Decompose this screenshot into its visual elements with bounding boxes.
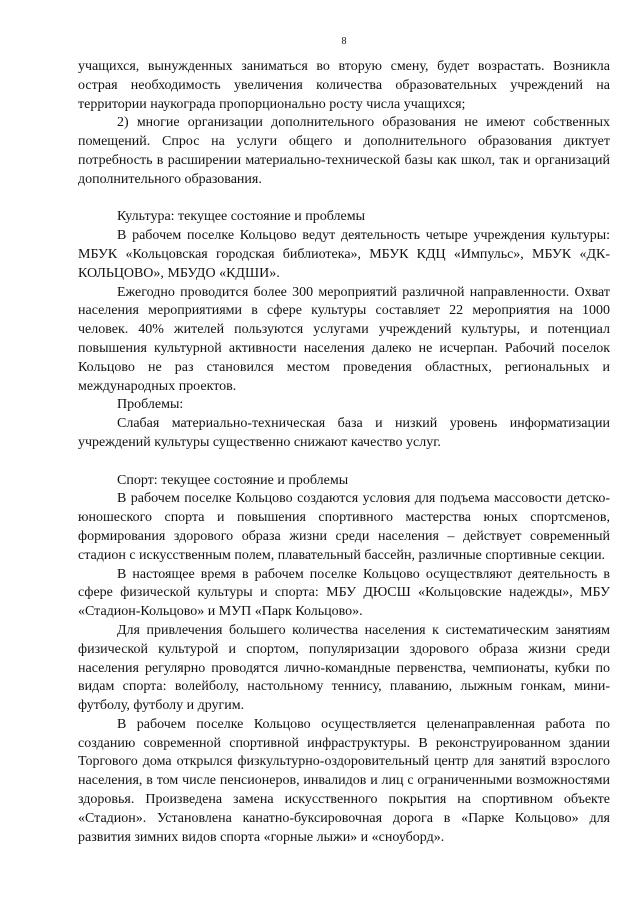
paragraph-additional-education: 2) многие организации дополнительного образования не имеют собственных помещений. Спрос на услуги общего и дополнительного образования диктует потребность в расширении материально-технической базы как школ, так и организаций дополнительного образования.	[78, 115, 610, 187]
section-gap	[78, 453, 610, 472]
paragraph-culture-problems: Слабая материально-техническая база и низкий уровень информатизации учреждений культуры существенно снижают качество услуг.	[78, 416, 610, 450]
document-page	[78, 36, 610, 847]
paragraph-culture-events: Ежегодно проводится более 300 мероприятий различной направленности. Охват населения мероприятиями в сфере культуры составляет 22 мероприятия на 1000 человек. 40% жителей пользуются услугами учреждений культуры, и потенциал повышения культурной активности населения далеко не исчерпан. Рабочий поселок Кольцово не раз становился местом проведения областных, региональных и международных проектов.	[78, 284, 610, 394]
paragraph-sport-events: Для привлечения большего количества населения к систематическим занятиям физической культурой и спортом, популяризации здорового образа жизни среди населения регулярно проводятся лично-командные первенства, чемпионаты, кубки по видам спорта: волейболу, настольному теннису, плаванию, лыжным гонкам, мини-футболу, футболу и другим.	[78, 622, 610, 714]
problems-label: Проблемы:	[117, 397, 184, 413]
paragraph-culture-institutions: В рабочем поселке Кольцово ведут деятельность четыре учреждения культуры: МБУК «Кольцовская городская библиотека», МБУК КДЦ «Импульс», МБУК «ДК-КОЛЬЦОВО», МБУДО «КДШИ».	[78, 228, 610, 281]
sport-section-heading: Спорт: текущее состояние и проблемы	[117, 472, 349, 488]
page-number: 8	[341, 36, 347, 47]
paragraph-sport-infrastructure: В рабочем поселке Кольцово осуществляется целенаправленная работа по созданию современной спортивной инфраструктуры. В реконструированном здании Торгового дома открылся физкультурно-оздоровительный центр для занятий взрослого населения, в том числе пенсионеров, инвалидов и лиц с ограниченными возможностями здоровья. Произведена замена искусственного покрытия на спортивном объекте «Стадион». Установлена канатно-буксировочная дорога в «Парке Кольцово» для развития зимних видов спорта «горные лыжи» и «сноуборд».	[78, 716, 610, 845]
culture-section-heading: Культура: текущее состояние и проблемы	[117, 209, 365, 225]
paragraph-schools-shifts: учащихся, вынужденных заниматься во вторую смену, будет возрастать. Возникла острая необходимость увеличения количества образовательных учреждений на территории наукограда пропорционально росту числа учащихся;	[78, 59, 610, 112]
paragraph-sport-conditions: В рабочем поселке Кольцово создаются условия для подъема массовости детско-юношеского спорта и повышения спортивного мастерства юных спортсменов, формирования здорового образа жизни среди населения – действует современный стадион с искусственным полем, плавательный бассейн, различные спортивные секции.	[78, 491, 610, 563]
paragraph-sport-organizations: В настоящее время в рабочем поселке Кольцово осуществляют деятельность в сфере физической культуры и спорта: МБУ ДЮСШ «Кольцовские надежды», МБУ «Стадион-Кольцово» и МУП «Парк Кольцово».	[78, 566, 610, 620]
section-gap	[78, 190, 610, 209]
